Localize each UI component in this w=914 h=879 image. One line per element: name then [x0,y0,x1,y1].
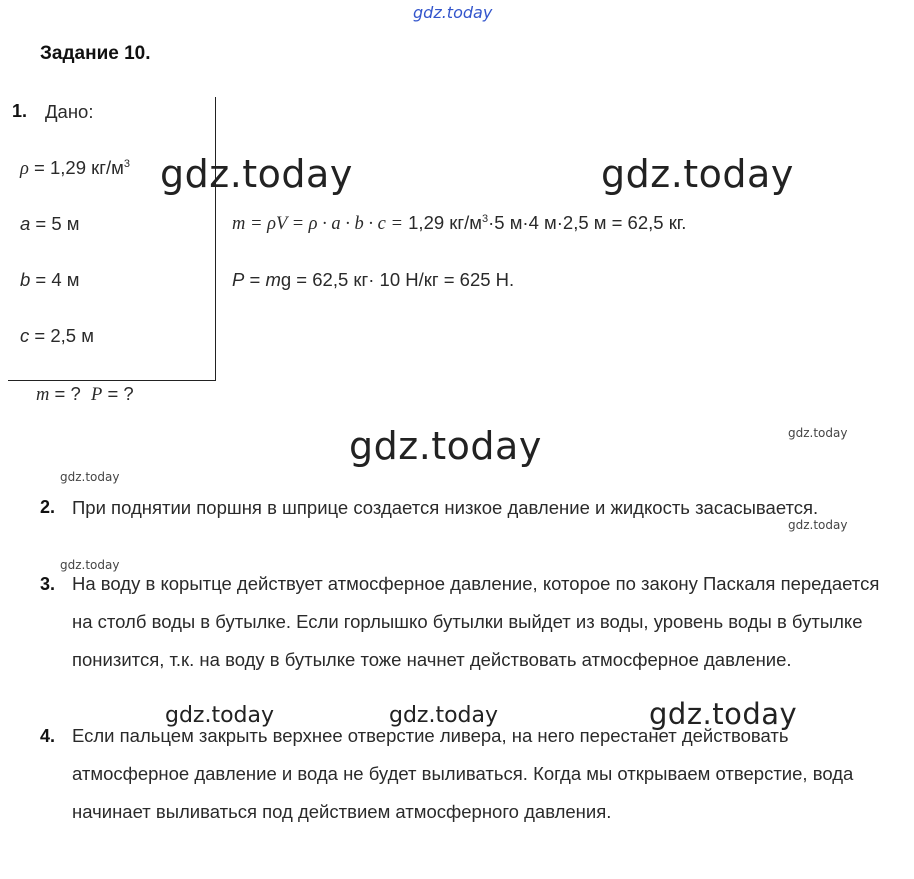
weight-symbol: P [232,269,245,290]
c-value: = 2,5 м [29,325,94,346]
p-find-q: = ? [102,383,134,404]
problem-number-1: 1. [12,101,28,121]
weight-eq: = [244,269,266,290]
p-find-symbol: P [91,385,103,405]
answer-number-2: 2. [40,497,56,517]
watermark-small-4: gdz.today [60,558,120,572]
solution-line-1 [232,212,686,235]
watermark-4: gdz.today [165,703,275,728]
rho-symbol: ρ [20,159,29,179]
answer-text-3: На воду в корытце действует атмосферное давление, которое по закону Паскаля передается на столб воды в бутылке. Если горлышко бутылки выйдет из воды, уровень воды в бутылке понизится, т.к. на воду в бутылке тоже начнет действовать атмосферное давление. [72,573,880,670]
answer-number-3: 3. [40,574,56,594]
watermark-small-1: gdz.today [788,426,848,440]
c-symbol: c [20,325,30,346]
mass-value-a: 1,29 кг/м [403,212,482,233]
rho-exponent: 3 [123,158,130,170]
solution-line-2 [232,269,514,291]
a-value: = 5 м [30,213,80,234]
m-find-symbol: m [36,385,50,405]
watermark-small-3: gdz.today [788,518,848,532]
b-symbol: b [20,269,31,290]
given-divider-horizontal [8,380,216,381]
watermark-small-2: gdz.today [60,470,120,484]
given-b [20,269,80,291]
watermark-5: gdz.today [389,703,499,728]
watermark-top: gdz.today [413,3,493,22]
task-title: Задание 10. [40,43,151,64]
weight-m-symbol: m [265,269,281,290]
mass-value-b: ·5 м·4 м·2,5 м = 62,5 кг. [488,212,687,233]
mass-exponent: 3 [482,213,489,225]
given-divider-vertical [215,97,216,380]
answer-number-4: 4. [40,726,56,746]
find-line [36,383,134,406]
watermark-3: gdz.today [349,424,542,468]
watermark-1: gdz.today [160,152,353,196]
given-a [20,213,80,235]
m-find-q: = ? [49,383,81,404]
given-rho [20,157,130,180]
b-value: = 4 м [30,269,80,290]
weight-rest: = 62,5 кг· 10 Н/кг = 625 Н. [291,269,515,290]
watermark-2: gdz.today [601,152,794,196]
rho-value: = 1,29 кг/м [28,157,124,178]
a-symbol: a [20,213,31,234]
answer-text-2: При поднятии поршня в шприце создается низкое давление и жидкость засасывается. [72,497,819,518]
mass-formula: m = ρV = ρ · a · b · c = [232,214,403,234]
weight-g-symbol: g [280,269,292,290]
given-c [20,325,94,347]
answer-text-4: Если пальцем закрыть верхнее отверстие ливера, на него перестанет действовать атмосферное давление и вода не будет выливаться. Когда мы открываем отверстие, вода начинает выливаться под действием атмосферного давления. [72,725,854,822]
given-label: Дано: [45,101,94,122]
watermark-6: gdz.today [649,697,798,731]
